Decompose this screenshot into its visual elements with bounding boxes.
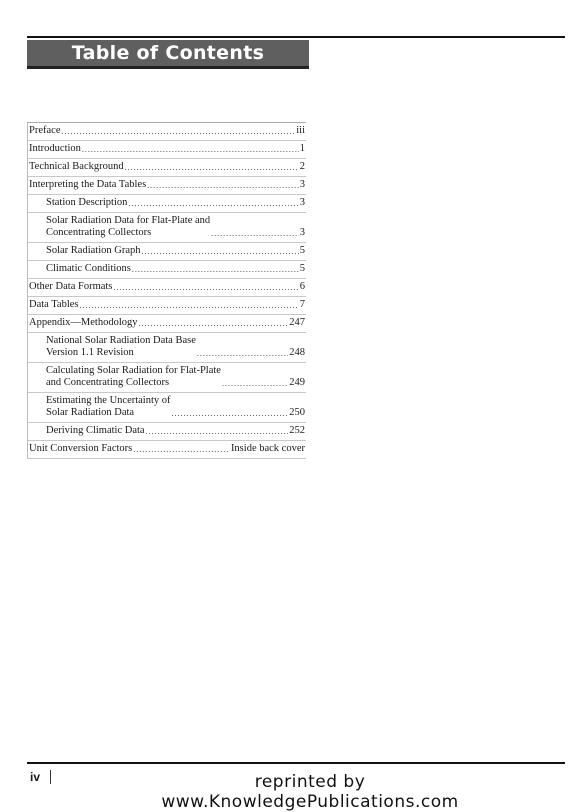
title-banner xyxy=(27,40,309,69)
toc-entry-label: Deriving Climatic Data xyxy=(46,425,145,436)
dot-leader xyxy=(132,264,299,275)
toc-entry[interactable] xyxy=(28,243,306,261)
dot-leader xyxy=(82,144,299,155)
toc-entry[interactable] xyxy=(28,141,306,159)
top-rule xyxy=(27,36,565,38)
toc-entry-label: Estimating the Uncertainty of Solar Radiation Data xyxy=(46,395,171,418)
toc-entry[interactable] xyxy=(28,423,306,441)
bottom-rule xyxy=(27,762,565,764)
toc-entry-label: Appendix—Methodology xyxy=(29,317,138,328)
toc-entry-page: 2 xyxy=(299,161,305,172)
page-title: Table of Contents xyxy=(71,42,265,64)
toc-entry[interactable] xyxy=(28,297,306,315)
toc-entry-page: 1 xyxy=(299,143,305,154)
dot-leader xyxy=(222,378,288,389)
toc-entry-label: Introduction xyxy=(29,143,81,154)
toc-entry-label: Interpreting the Data Tables xyxy=(29,179,147,190)
toc-entry-label: Solar Radiation Data for Flat-Plate and Concentrating Collectors xyxy=(46,215,211,238)
toc-entry[interactable] xyxy=(28,279,306,297)
toc-entry[interactable] xyxy=(28,363,306,393)
toc-entry[interactable] xyxy=(28,177,306,195)
toc-entry[interactable] xyxy=(28,441,306,459)
toc-entry[interactable] xyxy=(28,333,306,363)
toc-entry-page: 249 xyxy=(289,377,305,388)
toc-entry[interactable] xyxy=(28,159,306,177)
toc-entry-page: 250 xyxy=(289,407,305,418)
toc-entry-label: Calculating Solar Radiation for Flat-Plate and Concentrating Collectors xyxy=(46,365,221,388)
toc-entry-page: 7 xyxy=(299,299,305,310)
toc-entry-label: Solar Radiation Graph xyxy=(46,245,141,256)
toc-entry-page: 248 xyxy=(289,347,305,358)
dot-leader xyxy=(147,180,299,191)
table-of-contents xyxy=(27,122,306,459)
dot-leader xyxy=(125,162,299,173)
dot-leader xyxy=(80,300,299,311)
toc-entry[interactable] xyxy=(28,315,306,333)
toc-entry-page: Inside back cover xyxy=(230,443,305,454)
toc-entry-page: 3 xyxy=(299,227,305,238)
toc-entry-label: Technical Background xyxy=(29,161,124,172)
toc-entry-label: Preface xyxy=(29,125,61,136)
dot-leader xyxy=(197,348,288,359)
toc-entry-page: 6 xyxy=(299,281,305,292)
dot-leader xyxy=(211,228,299,239)
toc-entry-label: Climatic Conditions xyxy=(46,263,131,274)
toc-entry-label: Data Tables xyxy=(29,299,79,310)
dot-leader xyxy=(61,126,295,137)
toc-entry-page: 3 xyxy=(299,179,305,190)
toc-entry[interactable] xyxy=(28,195,306,213)
reprint-footer: reprinted by www.KnowledgePublications.com xyxy=(161,772,459,812)
toc-entry[interactable] xyxy=(28,123,306,141)
toc-entry-label: Other Data Formats xyxy=(29,281,113,292)
toc-entry-label: Station Description xyxy=(46,197,128,208)
dot-leader xyxy=(172,408,289,419)
toc-entry-page: 252 xyxy=(289,425,305,436)
toc-entry-label: Unit Conversion Factors xyxy=(29,443,133,454)
toc-entry-page: 5 xyxy=(299,245,305,256)
toc-entry[interactable] xyxy=(28,393,306,423)
toc-entry-page: 3 xyxy=(299,197,305,208)
dot-leader xyxy=(139,318,289,329)
dot-leader xyxy=(133,444,230,455)
dot-leader xyxy=(128,198,298,209)
toc-entry-page: 247 xyxy=(289,317,305,328)
toc-entry[interactable] xyxy=(28,261,306,279)
dot-leader xyxy=(113,282,298,293)
toc-entry[interactable] xyxy=(28,213,306,243)
toc-entry-page: 5 xyxy=(299,263,305,274)
dot-leader xyxy=(146,426,289,437)
page-number: iv xyxy=(30,770,51,784)
toc-entry-page: iii xyxy=(296,125,305,136)
toc-entry-label: National Solar Radiation Data Base Version 1.1 Revision xyxy=(46,335,196,358)
dot-leader xyxy=(141,246,298,257)
